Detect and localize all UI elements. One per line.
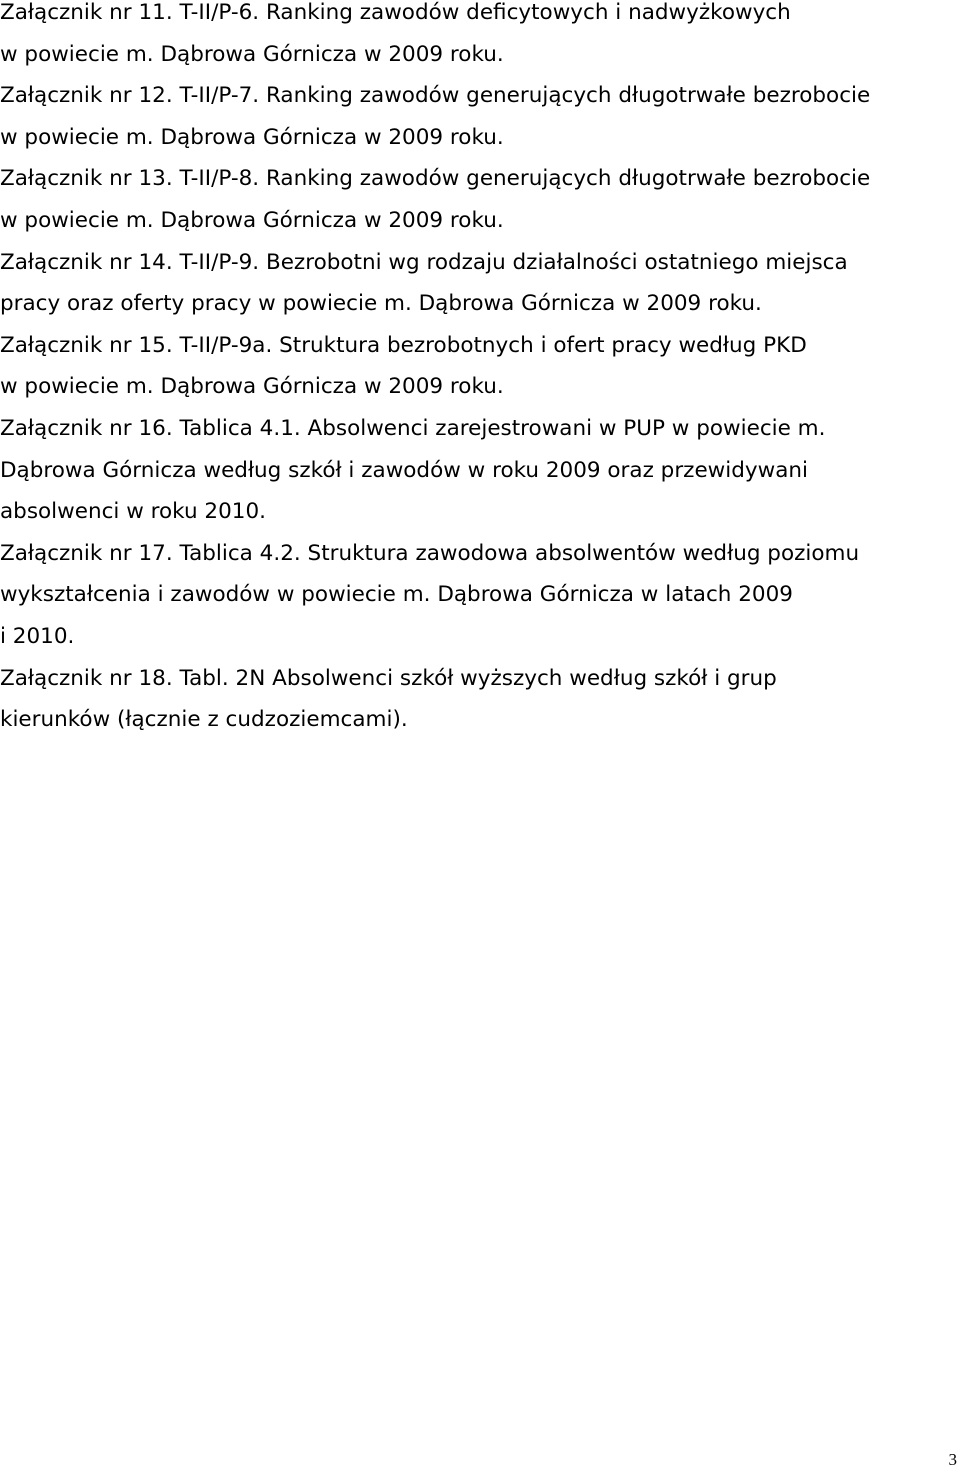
entry-line: Załącznik nr 16. Tablica 4.1. Absolwenci zarejestrowani w PUP w powiecie m. (0, 415, 826, 441)
entry-line: Załącznik nr 17. Tablica 4.2. Struktura zawodowa absolwentów według poziomu (0, 540, 860, 566)
entry-line: Załącznik nr 11. T-II/P-6. Ranking zawodów deficytowych i nadwyżkowych (0, 0, 791, 25)
entry-line: i 2010. (0, 623, 75, 649)
entry-line: w powiecie m. Dąbrowa Górnicza w 2009 roku. (0, 374, 504, 400)
entry-line: pracy oraz oferty pracy w powiecie m. Dąbrowa Górnicza w 2009 roku. (0, 291, 762, 317)
entry-line: kierunków (łącznie z cudzoziemcami). (0, 707, 408, 733)
entry-line: Załącznik nr 13. T-II/P-8. Ranking zawodów generujących długotrwałe bezrobocie (0, 166, 871, 192)
entry-line: Dąbrowa Górnicza według szkół i zawodów w roku 2009 oraz przewidywani (0, 457, 808, 483)
entry-line: w powiecie m. Dąbrowa Górnicza w 2009 roku. (0, 124, 504, 150)
appendix-entry-16 (0, 408, 958, 533)
appendix-entry-12 (0, 75, 958, 158)
entry-line: absolwenci w roku 2010. (0, 499, 266, 525)
appendix-entry-14 (0, 242, 958, 325)
appendix-entry-15 (0, 325, 958, 408)
appendix-entry-18 (0, 658, 958, 741)
entry-line: Załącznik nr 12. T-II/P-7. Ranking zawodów generujących długotrwałe bezrobocie (0, 83, 871, 109)
appendix-entry-13 (0, 158, 958, 241)
entry-line: Załącznik nr 15. T-II/P-9a. Struktura bezrobotnych i ofert pracy według PKD (0, 332, 807, 358)
entry-line: w powiecie m. Dąbrowa Górnicza w 2009 roku. (0, 41, 504, 67)
entry-line: Załącznik nr 14. T-II/P-9. Bezrobotni wg rodzaju działalności ostatniego miejsca (0, 249, 848, 275)
page-number: 3 (948, 1450, 957, 1469)
appendix-entry-17 (0, 533, 958, 658)
entry-line: Załącznik nr 18. Tabl. 2N Absolwenci szkół wyższych według szkół i grup (0, 665, 777, 691)
entry-line: w powiecie m. Dąbrowa Górnicza w 2009 roku. (0, 207, 504, 233)
appendix-entry-11 (0, 0, 958, 75)
entry-line: wykształcenia i zawodów w powiecie m. Dąbrowa Górnicza w latach 2009 (0, 582, 793, 608)
